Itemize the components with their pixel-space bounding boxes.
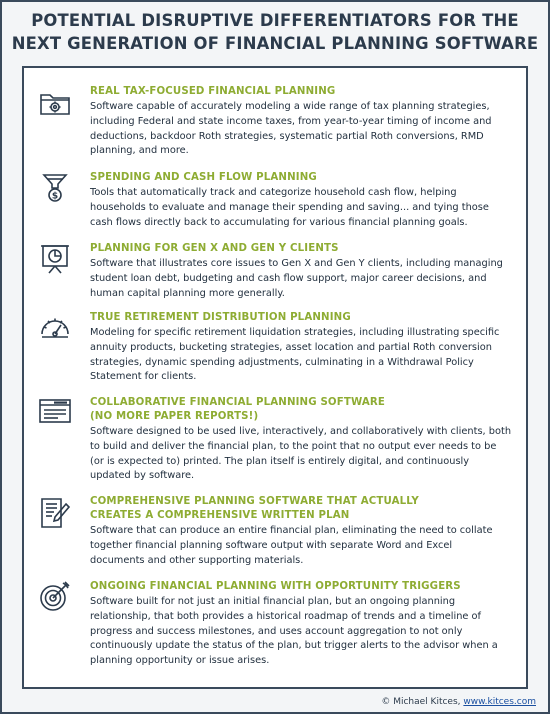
item-body: Software capable of accurately modeling a wide range of tax planning strategies, including Federal and state income taxes, from year-to-year timing of income and deductions, backdoor Roth strategies, systematic partial Roth conversions, RMD planning, and more. <box>90 101 492 157</box>
page-title <box>2 9 548 55</box>
kitces-link[interactable]: www.kitces.com <box>463 697 536 707</box>
item-body: Software designed to be used live, interactively, and collaboratively with clients, both to build and deliver the financial plan, to the point that no output ever needs to be (or is expected to) printed. The plan itself is entirely digital, and continuously updated by software. <box>90 426 512 482</box>
item-heading: PLANNING FOR GEN X AND GEN Y CLIENTS <box>90 243 339 254</box>
item-body: Modeling for specific retirement liquidation strategies, including illustrating specific annuity products, bucketing strategies, asset location and partial Roth conversion strategies, dynamic spending adjustments, culminating in a Withdrawal Policy Statement for clients. <box>90 327 500 383</box>
item-heading: COMPREHENSIVE PLANNING SOFTWARE THAT ACTUALLY CREATES A COMPREHENSIVE WRITTEN PLAN <box>90 496 419 521</box>
item-heading: REAL TAX-FOCUSED FINANCIAL PLANNING <box>90 86 336 97</box>
item-heading: SPENDING AND CASH FLOW PLANNING <box>90 172 317 183</box>
item-body: Tools that automatically track and categorize household cash flow, helping households to evaluate and manage their spending and saving... and tying those cash flows directly back to accumulating for various financial planning goals. <box>90 187 489 228</box>
item-heading: TRUE RETIREMENT DISTRIBUTION PLANNING <box>90 312 351 323</box>
tax-folder-gear-icon <box>38 86 72 120</box>
document-pencil-icon <box>38 496 72 530</box>
money-funnel-icon <box>38 170 72 204</box>
copyright-text: © Michael Kitces, <box>381 697 464 707</box>
footer-credit <box>381 697 536 707</box>
differentiators-panel <box>22 66 528 689</box>
target-arrow-icon <box>38 579 72 613</box>
item-body: Software that illustrates core issues to Gen X and Gen Y clients, including managing student loan debt, budgeting and cash flow support, major career decisions, and human capital planning more generally. <box>90 258 503 299</box>
item-body: Software built for not just an initial financial plan, but an ongoing planning relationship, that both provides a historical roadmap of trends and a timeline of progress and success milestones, and uses account aggregation to not only continuously update the status of the plan, but trigger alerts to the advisor when a planning opportunity or issue arises. <box>90 596 498 667</box>
gauge-icon <box>38 310 72 344</box>
svg-text:$: $ <box>51 191 59 202</box>
item-heading: COLLABORATIVE FINANCIAL PLANNING SOFTWARE (NO MORE PAPER REPORTS!) <box>90 397 386 422</box>
title-line-2: NEXT GENERATION OF FINANCIAL PLANNING SOFTWARE <box>11 34 539 53</box>
presentation-chart-icon <box>38 242 72 276</box>
browser-window-icon <box>38 395 72 429</box>
title-line-1: POTENTIAL DISRUPTIVE DIFFERENTIATORS FOR THE <box>31 11 519 30</box>
item-heading: ONGOING FINANCIAL PLANNING WITH OPPORTUNITY TRIGGERS <box>90 581 461 592</box>
item-body: Software that can produce an entire financial plan, eliminating the need to collate together financial planning software output with separate Word and Excel documents and other supporting materials. <box>90 525 493 566</box>
